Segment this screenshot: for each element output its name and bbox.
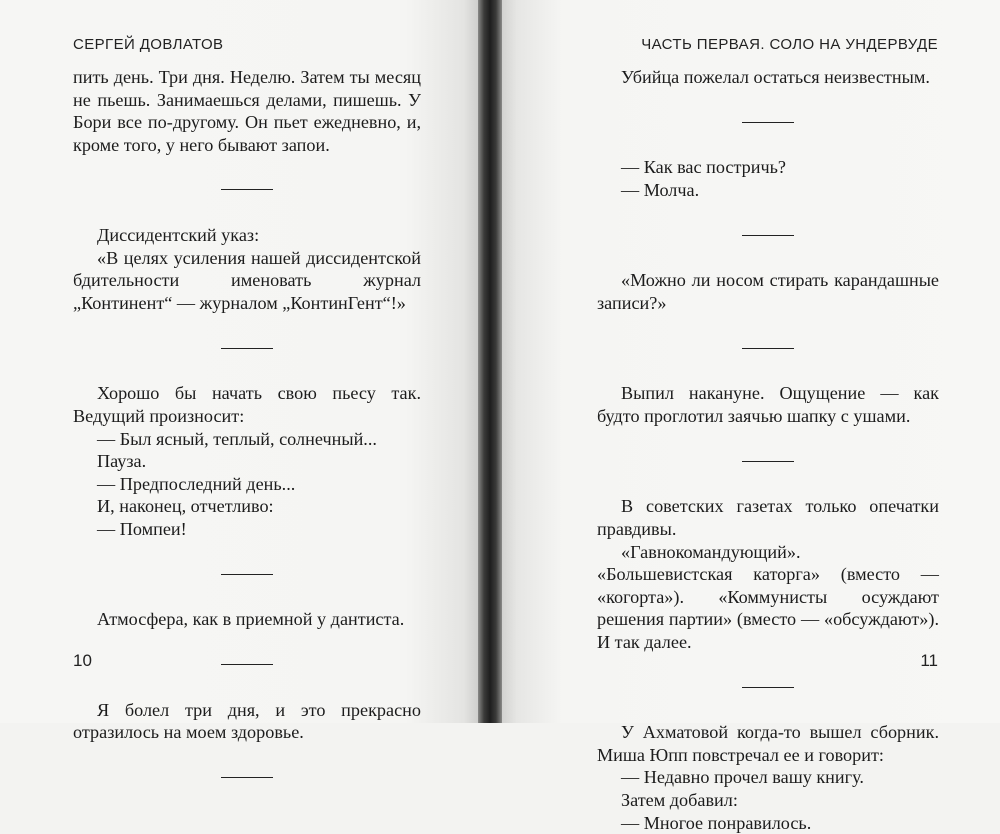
paragraph: «В целях усиления нашей диссидентской бдительности именовать журнал „Континент“ — журналом „КонтинГент“!» [73,247,421,313]
page-number-right: 11 [920,651,938,670]
section-separator [73,744,421,812]
paragraph: «Можно ли носом стирать карандашные записи?» [597,270,939,313]
dialogue-line: — Помпеи! [97,518,187,539]
section-separator [73,631,421,699]
section-separator [597,428,939,496]
section-separator [597,89,939,157]
left-page-text [73,66,421,812]
page-number-left: 10 [73,651,92,670]
right-page-text [597,66,939,834]
dialogue-line: — Предпоследний день... [97,473,296,494]
paragraph: Выпил накануне. Ощущение — как будто проглотил заячью шапку с ушами. [597,383,939,426]
paragraph: Хорошо бы начать свою пьесу так. Ведущий произносит: [73,383,421,426]
section-separator [597,654,939,722]
paragraph: Диссидентский указ: [97,225,260,246]
paragraph: Я болел три дня, и это прекрасно отразилось на моем здоровье. [73,699,421,743]
paragraph: В советских газетах только опечатки правдивы. [597,496,939,539]
book-gutter [478,0,502,723]
running-head-left: СЕРГЕЙ ДОВЛАТОВ [73,36,224,53]
paragraph: Затем добавил: [621,790,738,811]
paragraph: Атмосфера, как в приемной у дантиста. [97,609,405,630]
section-separator [73,541,421,609]
paragraph: Пауза. [97,451,147,472]
dialogue-line: — Многое понравилось. [621,812,812,833]
paragraph: пить день. Три дня. Неделю. Затем ты месяц не пьешь. Занимаешься делами, пишешь. У Бори все по-другому. Он пьет ежедневно, и, кроме того, у него бывают запои. [73,67,421,155]
left-page [0,0,478,743]
dialogue-line: — Был ясный, теплый, солнечный... [97,428,377,449]
dialogue-line: — Молча. [621,179,700,200]
dialogue-line: — Недавно прочел вашу книгу. [621,767,864,788]
section-separator [73,315,421,383]
section-separator [597,202,939,270]
section-separator [73,156,421,224]
paragraph: У Ахматовой когда-то вышел сборник. Миша Юпп повстречал ее и говорит: [597,722,939,765]
running-head-right: ЧАСТЬ ПЕРВАЯ. СОЛО НА УНДЕРВУДЕ [641,36,938,53]
paragraph: «Гавнокомандующий». «Большевистская каторга» (вместо — «когорта»). «Коммунисты осуждают решения партии» (вместо — «обсуждают»). И так далее. [597,541,939,652]
section-separator [597,315,939,383]
right-page [502,0,1000,833]
paragraph: И, наконец, отчетливо: [97,496,274,517]
dialogue-line: — Как вас постричь? [621,157,786,178]
paragraph: Убийца пожелал остаться неизвестным. [621,67,930,87]
